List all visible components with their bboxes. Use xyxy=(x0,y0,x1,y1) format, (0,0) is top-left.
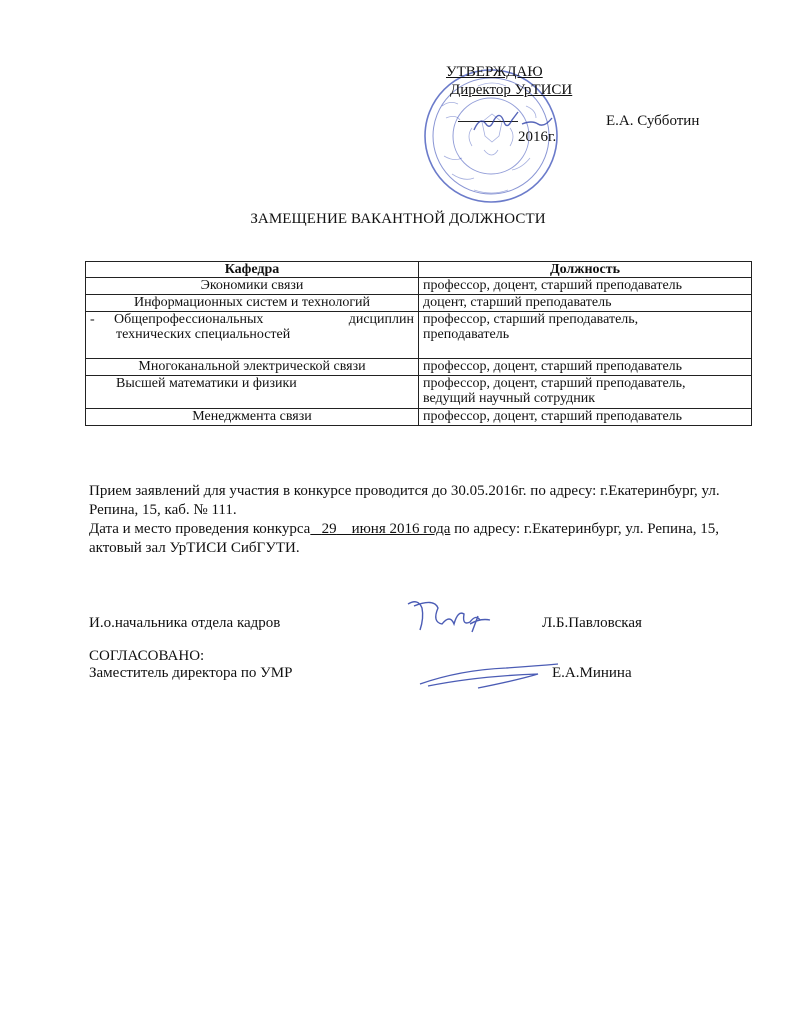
position-line-2: ведущий научный сотрудник xyxy=(423,391,596,406)
department-second-line: технических специальностей xyxy=(116,327,291,342)
vacancy-table xyxy=(85,261,752,426)
position-line-1: профессор, доцент, старший преподаватель, xyxy=(423,376,686,391)
contest-date xyxy=(310,521,450,537)
applications-paragraph: Прием заявлений для участия в конкурсе проводится до 30.05.2016г. по адресу: г.Екатеринбург, ул. Репина, 15, каб. № 111. xyxy=(89,483,720,518)
position-cell: профессор, доцент, старший преподаватель xyxy=(419,409,752,426)
department-cell xyxy=(86,312,419,359)
agreed-label: СОГЛАСОВАНО: xyxy=(89,648,205,664)
department-cell: Высшей математики и физики xyxy=(86,376,419,409)
document-title: ЗАМЕЩЕНИЕ ВАКАНТНОЙ ДОЛЖНОСТИ xyxy=(250,211,546,227)
department-word-1: Общепрофессиональных xyxy=(114,312,264,327)
position-cell: профессор, доцент, старший преподаватель xyxy=(419,278,752,295)
approval-year: 2016г. xyxy=(518,129,557,145)
column-header-position: Должность xyxy=(419,262,752,278)
position-cell xyxy=(419,312,752,359)
contest-prefix: Дата и место проведения конкурса xyxy=(89,521,311,537)
department-word-2: дисциплин xyxy=(348,312,414,327)
hr-role: И.о.начальника отдела кадров xyxy=(89,615,281,631)
deputy-signature-mark xyxy=(414,660,564,690)
hr-signature-mark xyxy=(400,594,510,636)
department-word-first xyxy=(90,312,265,327)
contest-paragraph xyxy=(89,520,759,558)
table-row xyxy=(86,409,752,426)
department-first-line xyxy=(90,312,414,327)
table-row xyxy=(86,359,752,376)
deputy-role: Заместитель директора по УМР xyxy=(89,665,293,681)
position-cell xyxy=(419,376,752,409)
table-header-row xyxy=(86,262,752,278)
position-line-1: профессор, старший преподаватель, xyxy=(423,312,639,327)
department-cell: Менеджмента связи xyxy=(86,409,419,426)
table-row xyxy=(86,295,752,312)
contest-day: 29 xyxy=(321,521,337,537)
position-cell: доцент, старший преподаватель xyxy=(419,295,752,312)
column-header-department: Кафедра xyxy=(86,262,419,278)
contest-suffix: по адресу: г.Екатеринбург, ул. Репина, 15, актовый зал УрТИСИ СибГУТИ. xyxy=(89,521,720,556)
contest-month: июня 2016 года xyxy=(351,521,451,537)
approve-heading: УТВЕРЖДАЮ xyxy=(446,64,543,80)
hr-name: Л.Б.Павловская xyxy=(542,615,642,631)
position-cell: профессор, доцент, старший преподаватель xyxy=(419,359,752,376)
table-row xyxy=(86,278,752,295)
deputy-name: Е.А.Минина xyxy=(552,665,632,681)
director-name: Е.А. Субботин xyxy=(606,113,700,129)
table-row xyxy=(86,376,752,409)
department-cell: Экономики связи xyxy=(86,278,419,295)
department-cell: Многоканальной электрической связи xyxy=(86,359,419,376)
list-dash: - xyxy=(90,312,95,327)
director-title: Директор УрТИСИ xyxy=(450,82,573,98)
department-cell: Информационных систем и технологий xyxy=(86,295,419,312)
position-line-2: преподаватель xyxy=(423,327,510,342)
table-row xyxy=(86,312,752,359)
